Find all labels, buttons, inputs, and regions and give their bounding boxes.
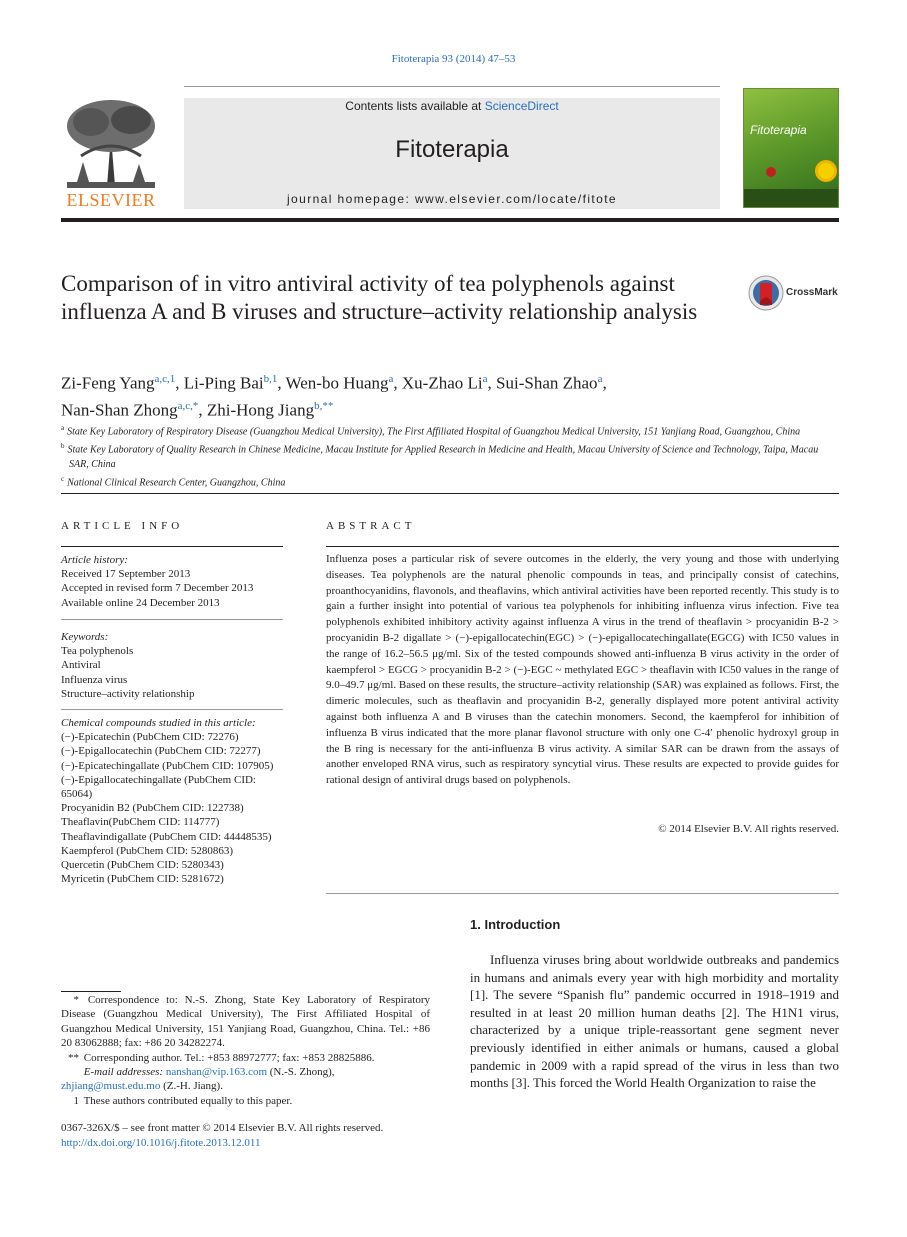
introduction-text: Influenza viruses bring about worldwide outbreaks and pandemics in humans and animals every year with high morbidity and mortality [1]. The severe “Spanish flu” pandemic occurred in 1918–1919 and resulted in at least 20 million human deaths [2]. The H1N1 virus, characterized by a unique triple-reassortant gene segment never previously identified in either animals or humans, caused a global pandemic in 2009 with a rapid spread of the virus in less than two months [3]. This forced the World Health Organization to raise the	[470, 952, 839, 1091]
author-name: Zhi-Hong Jiang	[206, 400, 315, 420]
compound-item: (−)-Epicatechingallate (PubChem CID: 107905)	[61, 759, 274, 772]
crossmark-icon[interactable]	[748, 275, 784, 311]
email-label: E-mail addresses:	[83, 1066, 164, 1079]
footnote-text: Corresponding author. Tel.: +853 88972777; fax: +853 28825886.	[83, 1051, 375, 1064]
abstract-rule	[326, 546, 839, 547]
chemical-compounds	[61, 716, 283, 886]
crossmark-label[interactable]: CrossMark	[786, 287, 838, 298]
compound-item: Procyanidin B2 (PubChem CID: 122738)	[61, 802, 244, 815]
author-list: Zi-Feng Yang$^{a,c,1}$, Li-Ping Bai$^{b,1}$, Wen-bo Huang$^a$, Xu-Zhao Li$^a$, Sui-Shan Zhao$^a$, Nan-Shan Zhong$^{a,c,*}$, Zhi-Hong Jiang$^{b,**}$	[61, 373, 607, 420]
issn-line: 0367-326X/$ – see front matter © 2014 Elsevier B.V. All rights reserved.	[61, 1122, 384, 1134]
footnote-rule	[61, 991, 121, 992]
history-accepted: Accepted in revised form 7 December 2013	[61, 582, 254, 595]
journal-cover-image	[743, 88, 839, 208]
compound-item: (−)-Epicatechin (PubChem CID: 72276)	[61, 731, 239, 744]
contents-prefix: Contents lists available at	[345, 99, 485, 113]
author-sup[interactable]: b,1	[263, 373, 278, 385]
footnote-correspondence	[61, 993, 430, 1051]
author-sup[interactable]: a	[482, 373, 488, 385]
cover-berry	[766, 167, 776, 177]
author-sup[interactable]: b,**	[314, 399, 334, 412]
author-name: Nan-Shan Zhong	[61, 400, 178, 420]
author-name: Zi-Feng Yang	[61, 373, 155, 393]
affiliation-item	[61, 472, 839, 490]
sciencedirect-link[interactable]: ScienceDirect	[484, 99, 559, 113]
compound-item: Theaflavin(PubChem CID: 114777)	[61, 816, 220, 829]
journal-reference[interactable]: Fitoterapia 93 (2014) 47–53	[391, 53, 516, 65]
keywords	[61, 630, 283, 701]
abstract-text: Influenza poses a particular risk of severe outcomes in the elderly, the very young and those with underlying diseases. Tea polyphenols are the natural phenolic compounds in teas, and principally consist of catechins, proanthocyanidins, flavonols, and theaflavins, which antiviral activities have been reported recently. This study is to gain a further insight into potential of various tea polyphenols for inhibiting influenza virus infection. Five tea polyphenols exhibited inhibitory activity against influenza A virus in the trend of theaflavin > procyanidin B-2 > procyanidin B-2 digallate > (−)-epigallocatechin(EGC) > (−)-epigallocatechingallate(EGCG) with IC50 values in the range of 16.2–56.5 μg/ml. Six of the tested compounds showed anti-influenza B virus activity in the order of kaempferol > EGCG > procyanidin B-2 > (−)-EGC ~ methylated EGC > theaflavin with IC50 values in the range of 9.0–49.7 μg/ml. Based on these results, the structure–activity relationship (SAR) was explained as follows. First, the dimeric molecules, such as theaflavin and procyanidin B-2, generally displayed more potent antiviral activity against both influenza A and B viruses than the catechin monomers. Second, the kaempferol for inhibition of influenza B virus indicated that the more planar flavonol structure with only one C-4′ phenolic hydroxyl group in the B ring is necessary for the anti-influenza B virus activity. A similar SAR can be drawn from the assays of another enveloped RNA virus, such as respiratory syncytial virus. These results are expected to provide guides for rational design of antiviral drugs based on polyphenols.	[326, 553, 839, 787]
footnote-mark: **	[68, 1051, 79, 1064]
footnote-text: Correspondence to: N.-S. Zhong, State Key Laboratory of Respiratory Disease (Guangzhou Medical University), The First Affiliated Hospital of Guangzhou Medical University, 151 Yanjiang Road, Guangzhou, China. Tel.: +86 20 83062888; fax: +86 20 34282274.	[61, 994, 431, 1050]
doi-link[interactable]: http://dx.doi.org/10.1016/j.fitote.2013.12.011	[61, 1137, 261, 1149]
author-name: Sui-Shan Zhao	[496, 373, 598, 393]
article-title: Comparison of in vitro antiviral activity of tea polyphenols against influenza A and B viruses and structure–activity relationship analysis	[61, 271, 698, 324]
keywords-label: Keywords:	[61, 631, 109, 643]
footnote-text: These authors contributed equally to this paper.	[83, 1094, 293, 1107]
footnote-emails	[61, 1065, 430, 1094]
affiliation-mark: a	[61, 424, 65, 432]
cover-band	[744, 189, 838, 207]
compounds-rule	[61, 709, 283, 710]
compound-item: (−)-Epigallocatechingallate (PubChem CID: 65064)	[61, 773, 256, 801]
history-label: Article history:	[61, 554, 128, 566]
footnotes	[61, 993, 430, 1108]
affiliation-mark: c	[61, 474, 65, 483]
affiliation-text: National Clinical Research Center, Guangzhou, China	[67, 476, 286, 488]
keyword-item: Antiviral	[61, 659, 101, 672]
author-sup[interactable]: a	[388, 373, 394, 385]
affiliation-text: State Key Laboratory of Respiratory Disease (Guangzhou Medical University), The First Affiliated Hospital of Guangzhou Medical University, 151 Yanjiang Road, Guangzhou, China	[67, 426, 801, 438]
affiliation-item	[61, 421, 839, 439]
keyword-item: Influenza virus	[61, 673, 128, 686]
email-link-zhong[interactable]: nanshan@vip.163.com	[165, 1066, 268, 1079]
author-name: Li-Ping Bai	[183, 373, 264, 393]
cover-flower	[818, 163, 834, 179]
author-sup[interactable]: a	[597, 373, 603, 385]
email-owner: (N.-S. Zhong),	[269, 1066, 335, 1079]
affiliation-text: State Key Laboratory of Quality Research in Chinese Medicine, Macau Institute for Applied Research in Medicine and Health, Macau University of Science and Technology, Taipa, Macau SAR, China	[67, 444, 819, 470]
affiliation-item	[61, 439, 839, 471]
compounds-label: Chemical compounds studied in this article:	[61, 717, 256, 729]
history-online: Available online 24 December 2013	[61, 596, 220, 609]
abstract-heading: ABSTRACT	[326, 520, 416, 532]
affiliation-mark: b	[61, 442, 65, 451]
compound-item: Theaflavindigallate (PubChem CID: 44448535)	[61, 830, 272, 843]
affiliations	[61, 421, 839, 490]
masthead-top-rule	[184, 86, 720, 87]
author-sup[interactable]: a,c,*	[177, 399, 199, 412]
footnote-mark: 1	[73, 1094, 79, 1107]
front-matter	[61, 1121, 461, 1151]
header-rule	[61, 218, 839, 222]
compound-item: (−)-Epigallocatechin (PubChem CID: 72277)	[61, 745, 261, 758]
contents-available-line	[184, 99, 720, 113]
journal-name: Fitoterapia	[395, 136, 509, 163]
cover-title: Fitoterapia	[750, 123, 807, 137]
introduction-heading: 1. Introduction	[470, 917, 561, 932]
abstract-bottom-rule	[326, 893, 839, 894]
homepage-prefix: journal homepage:	[286, 192, 415, 206]
section-divider	[61, 493, 839, 494]
keyword-item: Tea polyphenols	[61, 645, 134, 658]
abstract-copyright: © 2014 Elsevier B.V. All rights reserved.	[658, 823, 839, 835]
footnote-equal-contribution	[61, 1094, 430, 1108]
journal-homepage-line	[184, 192, 720, 206]
keyword-item: Structure–activity relationship	[61, 687, 195, 700]
footnote-corresponding	[61, 1051, 430, 1065]
footnote-mark: *	[73, 994, 79, 1006]
email-link-jiang[interactable]: zhjiang@must.edu.mo	[61, 1080, 161, 1093]
article-info-heading: ARTICLE INFO	[61, 520, 184, 532]
elsevier-wordmark: ELSEVIER	[66, 190, 156, 210]
keywords-rule	[61, 619, 283, 620]
article-info-rule	[61, 546, 283, 547]
author-name: Wen-bo Huang	[285, 373, 389, 393]
compound-item: Quercetin (PubChem CID: 5280343)	[61, 859, 224, 872]
author-name: Xu-Zhao Li	[401, 373, 483, 393]
email-owner: (Z.-H. Jiang).	[163, 1080, 223, 1093]
article-history	[61, 553, 283, 610]
author-sup[interactable]: a,c,1	[154, 373, 176, 385]
compound-item: Myricetin (PubChem CID: 5281672)	[61, 873, 224, 886]
homepage-url[interactable]: www.elsevier.com/locate/fitote	[414, 192, 618, 206]
history-received: Received 17 September 2013	[61, 568, 191, 581]
compound-item: Kaempferol (PubChem CID: 5280863)	[61, 844, 233, 857]
